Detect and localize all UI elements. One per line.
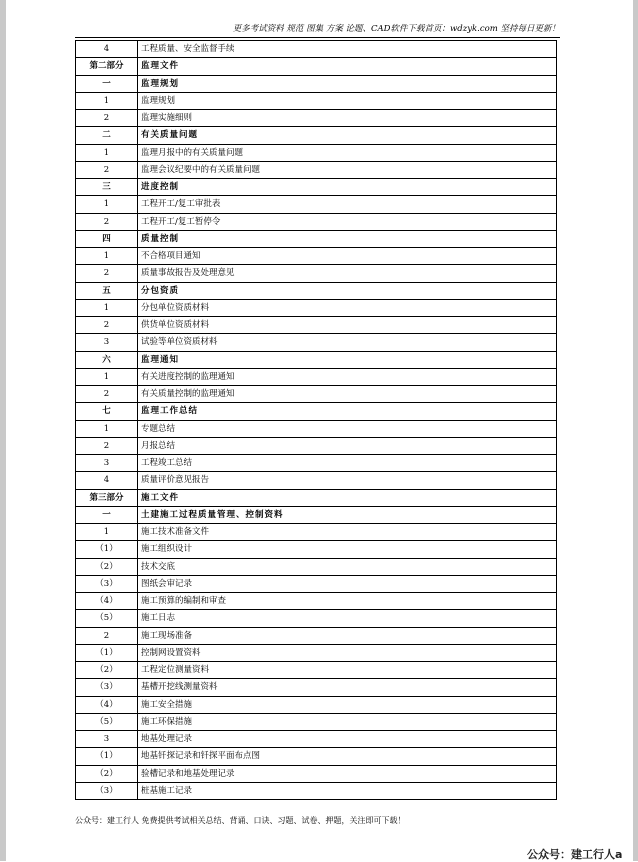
row-title: 施工技术准备文件	[138, 524, 557, 541]
document-table	[75, 40, 557, 800]
row-number: 1	[76, 299, 138, 316]
row-number: 1	[76, 196, 138, 213]
row-number: 2	[76, 213, 138, 230]
row-title: 施工环保措施	[138, 713, 557, 730]
row-title: 土建施工过程质量管理、控制资料	[138, 506, 557, 523]
row-title: 桩基施工记录	[138, 782, 557, 799]
row-title: 分包资质	[138, 282, 557, 299]
table-row	[76, 265, 557, 282]
row-number: 1	[76, 92, 138, 109]
row-title: 工程质量、安全监督手续	[138, 41, 557, 58]
table-row	[76, 92, 557, 109]
table-row	[76, 299, 557, 316]
row-title: 有关质量问题	[138, 127, 557, 144]
row-number: 2	[76, 265, 138, 282]
row-title: 试验等单位资质材料	[138, 334, 557, 351]
table-row	[76, 541, 557, 558]
table-row	[76, 41, 557, 58]
table-row	[76, 455, 557, 472]
row-title: 有关进度控制的监理通知	[138, 368, 557, 385]
row-title: 地基处理记录	[138, 731, 557, 748]
row-title: 工程开工/复工审批表	[138, 196, 557, 213]
row-title: 图纸会审记录	[138, 575, 557, 592]
row-number: 第二部分	[76, 58, 138, 75]
table-row	[76, 282, 557, 299]
row-title: 质量控制	[138, 230, 557, 247]
table-row	[76, 317, 557, 334]
table-row	[76, 386, 557, 403]
table-row	[76, 662, 557, 679]
row-title: 施工文件	[138, 489, 557, 506]
row-title: 质量事故报告及处理意见	[138, 265, 557, 282]
row-title: 验槽记录和地基处理记录	[138, 765, 557, 782]
row-number: 三	[76, 179, 138, 196]
table-row	[76, 75, 557, 92]
row-number: （5）	[76, 610, 138, 627]
row-title: 控制网设置资料	[138, 644, 557, 661]
row-number: （2）	[76, 662, 138, 679]
row-title: 供货单位资质材料	[138, 317, 557, 334]
table-row	[76, 368, 557, 385]
row-number: （2）	[76, 765, 138, 782]
row-title: 监理月报中的有关质量问题	[138, 144, 557, 161]
row-number: （2）	[76, 558, 138, 575]
row-title: 工程定位测量资料	[138, 662, 557, 679]
table-row	[76, 110, 557, 127]
row-number: 2	[76, 437, 138, 454]
row-number: 3	[76, 455, 138, 472]
row-number: 七	[76, 403, 138, 420]
row-number: 2	[76, 317, 138, 334]
row-number: 1	[76, 420, 138, 437]
row-title: 月报总结	[138, 437, 557, 454]
table-row	[76, 230, 557, 247]
row-title: 施工现场准备	[138, 627, 557, 644]
row-number: 3	[76, 334, 138, 351]
row-title: 不合格项目通知	[138, 248, 557, 265]
table-row	[76, 713, 557, 730]
page-header: 更多考试资料 规范 图集 方案 论题、CAD软件下载首页：wdzyk.com 坚持每日更新！	[232, 24, 560, 34]
row-number: 一	[76, 75, 138, 92]
table-row	[76, 610, 557, 627]
row-number: 五	[76, 282, 138, 299]
row-number: （3）	[76, 782, 138, 799]
watermark: 公众号：建工行人a	[527, 848, 623, 861]
row-number: 4	[76, 472, 138, 489]
row-title: 施工安全措施	[138, 696, 557, 713]
table-row	[76, 403, 557, 420]
row-number: 一	[76, 506, 138, 523]
row-title: 监理会议纪要中的有关质量问题	[138, 161, 557, 178]
table-row	[76, 196, 557, 213]
table-row	[76, 748, 557, 765]
row-title: 监理规划	[138, 92, 557, 109]
row-title: 有关质量控制的监理通知	[138, 386, 557, 403]
table-row	[76, 179, 557, 196]
table-row	[76, 489, 557, 506]
row-title: 地基钎探记录和钎探平面布点图	[138, 748, 557, 765]
table-row	[76, 58, 557, 75]
row-title: 监理实施细则	[138, 110, 557, 127]
row-number: 二	[76, 127, 138, 144]
row-number: 1	[76, 248, 138, 265]
row-number: （4）	[76, 696, 138, 713]
row-number: （1）	[76, 541, 138, 558]
row-title: 基槽开挖线测量资料	[138, 679, 557, 696]
table-row	[76, 644, 557, 661]
row-title: 进度控制	[138, 179, 557, 196]
table-row	[76, 437, 557, 454]
table-row	[76, 213, 557, 230]
row-number: 2	[76, 627, 138, 644]
page-edge	[0, 0, 6, 861]
row-number: （3）	[76, 679, 138, 696]
row-title: 监理规划	[138, 75, 557, 92]
row-number: （4）	[76, 593, 138, 610]
row-number: （3）	[76, 575, 138, 592]
table-row	[76, 627, 557, 644]
row-title: 质量评价意见报告	[138, 472, 557, 489]
row-number: 2	[76, 110, 138, 127]
table-row	[76, 558, 557, 575]
row-number: 2	[76, 161, 138, 178]
row-number: （5）	[76, 713, 138, 730]
row-title: 施工组织设计	[138, 541, 557, 558]
row-title: 施工日志	[138, 610, 557, 627]
header-rule	[75, 37, 560, 38]
table-row	[76, 472, 557, 489]
row-title: 监理文件	[138, 58, 557, 75]
table-row	[76, 575, 557, 592]
table-row	[76, 782, 557, 799]
row-title: 工程竣工总结	[138, 455, 557, 472]
row-title: 监理通知	[138, 351, 557, 368]
table-row	[76, 524, 557, 541]
row-number: 四	[76, 230, 138, 247]
table-row	[76, 696, 557, 713]
page-footer: 公众号：建工行人 免费提供考试相关总结、背诵、口诀、习题、试卷、押题，关注即可下载！	[75, 816, 406, 825]
row-number: 1	[76, 144, 138, 161]
page-edge	[633, 0, 638, 861]
row-number: （1）	[76, 748, 138, 765]
row-title: 分包单位资质材料	[138, 299, 557, 316]
row-title: 工程开工/复工暂停令	[138, 213, 557, 230]
table-row	[76, 765, 557, 782]
row-number: 4	[76, 41, 138, 58]
row-title: 施工预算的编制和审查	[138, 593, 557, 610]
row-number: 3	[76, 731, 138, 748]
table-row	[76, 593, 557, 610]
table-row	[76, 731, 557, 748]
row-number: 1	[76, 524, 138, 541]
row-number: （1）	[76, 644, 138, 661]
row-title: 专题总结	[138, 420, 557, 437]
table-row	[76, 161, 557, 178]
table-row	[76, 334, 557, 351]
table-row	[76, 679, 557, 696]
row-number: 六	[76, 351, 138, 368]
row-title: 监理工作总结	[138, 403, 557, 420]
table-row	[76, 351, 557, 368]
table-row	[76, 248, 557, 265]
table-row	[76, 506, 557, 523]
table-row	[76, 127, 557, 144]
table-row	[76, 420, 557, 437]
table-row	[76, 144, 557, 161]
row-number: 第三部分	[76, 489, 138, 506]
row-number: 1	[76, 368, 138, 385]
row-number: 2	[76, 386, 138, 403]
row-title: 技术交底	[138, 558, 557, 575]
